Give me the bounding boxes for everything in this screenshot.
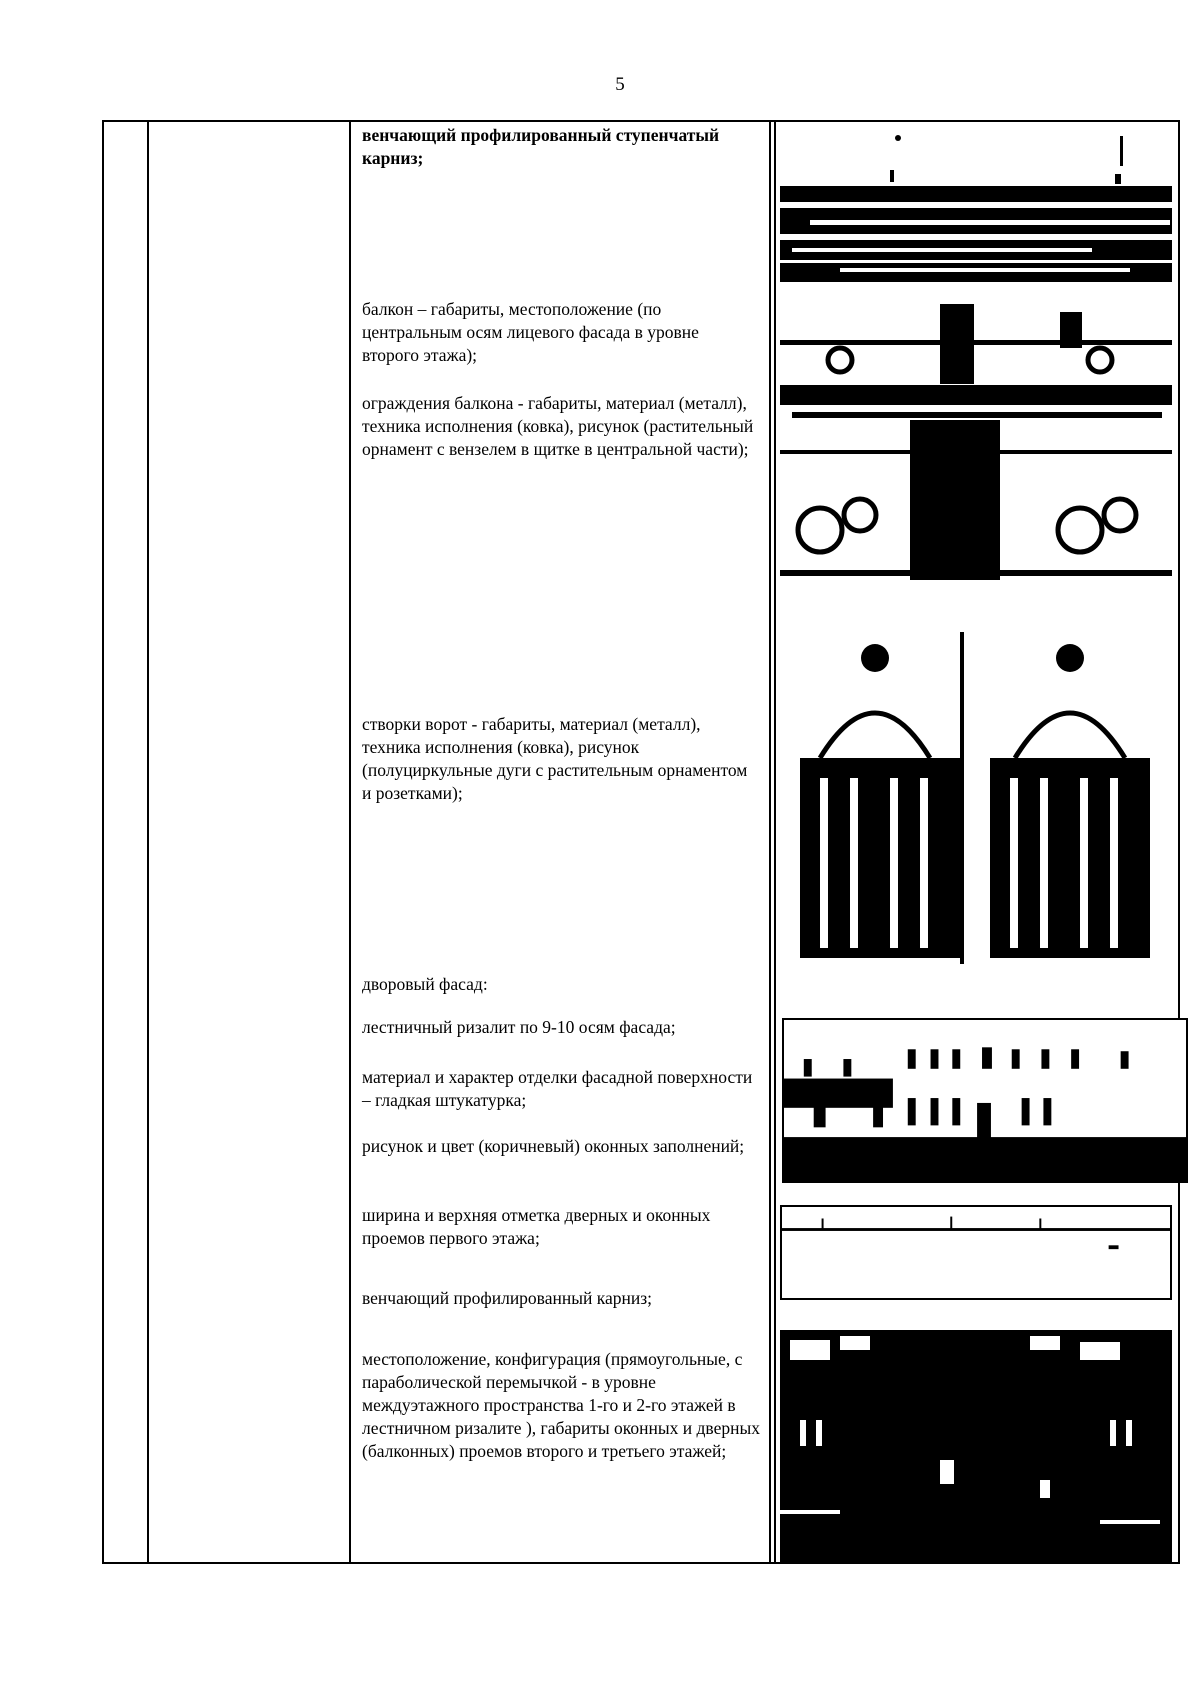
photo-gates [780,628,1170,968]
text-item-window-fillings: рисунок и цвет (коричневый) оконных заполнений; [362,1136,745,1156]
photo-balcony [780,300,1172,585]
photo-courtyard-facade [782,1018,1188,1183]
column-divider-2 [349,120,351,1564]
text-item-balcony: балкон – габариты, местоположение (по центральным осям лицевого фасада в уровне второго этажа); [362,299,699,365]
column-divider-1 [147,120,149,1564]
page-number: 5 [615,74,625,95]
text-item-gate-leaves: створки ворот - габариты, материал (металл), техника исполнения (ковка), рисунок (полуциркульные дуги с растительным орнаментом и розетками); [362,714,748,803]
text-item-courtyard-facade: дворовый фасад: [362,974,488,994]
text-item-balcony-railing: ограждения балкона - габариты, материал (металл), техника исполнения (ковка), рисунок (растительный орнамент с вензелем в щитке в центральной части); [362,393,754,459]
text-item-crowning-cornice: венчающий профилированный карниз; [362,1288,652,1308]
column-divider-3 [769,120,771,1564]
text-item-ground-openings: ширина и верхняя отметка дверных и оконных проемов первого этажа; [362,1205,711,1248]
photo-ground-openings [780,1205,1172,1300]
photo-cornice [780,130,1172,282]
text-item-stair-risalit: лестничный ризалит по 9-10 осям фасада; [362,1017,676,1037]
text-item-cornice: венчающий профилированный ступенчатый карниз; [362,125,720,168]
text-item-plaster: материал и характер отделки фасадной поверхности – гладкая штукатурка; [362,1067,753,1110]
text-item-upper-openings: местоположение, конфигурация (прямоугольные, с параболической перемычкой - в уровне междуэтажного пространства 1-го и 2-го этажей в лестничном ризалите ), габариты оконных и дверных (балконных) проемов второго и третьего этажей; [362,1349,760,1461]
photo-upper-openings [780,1330,1172,1564]
column-divider-4 [774,120,776,1564]
